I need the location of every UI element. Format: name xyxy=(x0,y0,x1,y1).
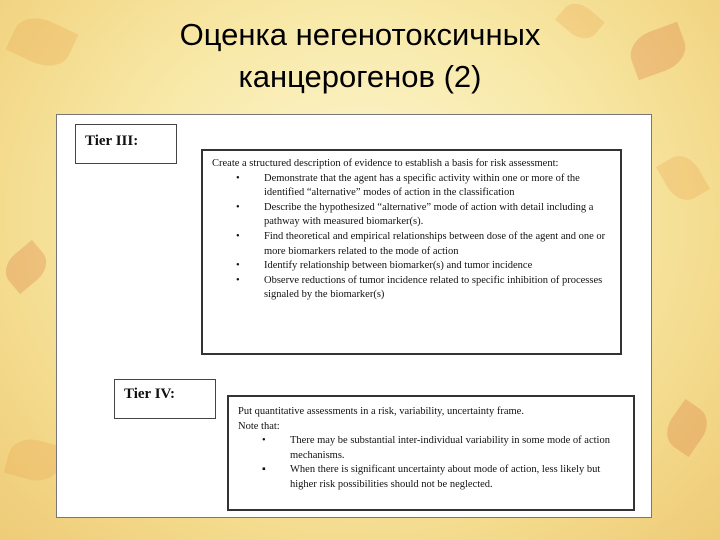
tier-3-label: Tier III: xyxy=(75,124,177,164)
bullet-icon: • xyxy=(236,230,240,242)
bullet-icon: • xyxy=(236,172,240,184)
tier-4-description-box xyxy=(227,395,635,511)
tier-4-note: Note that: xyxy=(238,420,280,432)
tier-3-description-box xyxy=(201,149,622,355)
slide-title-line-1: Оценка негенотоксичных xyxy=(179,17,541,52)
leaf-decoration xyxy=(659,399,715,457)
leaf-decoration xyxy=(656,149,710,207)
list-item: • Observe reductions of tumor incidence related to specific inhibition of processes signaled by the biomarker(s) xyxy=(236,274,603,301)
list-item: • Demonstrate that the agent has a specific activity within one or more of the identified “alternative” modes of action in the classification xyxy=(236,172,580,199)
tier-3-list xyxy=(212,172,612,303)
tier-4-label: Tier IV: xyxy=(114,379,216,419)
bullet-icon: • xyxy=(236,201,240,213)
list-item: • Identify relationship between biomarker(s) and tumor incidence xyxy=(212,259,612,274)
figure-panel xyxy=(56,114,652,518)
list-item: • Describe the hypothesized “alternative” mode of action with detail including a pathway with measured biomarker(s). xyxy=(236,201,594,228)
slide-title-line-2: канцерогенов (2) xyxy=(238,59,482,94)
list-item: • Find theoretical and empirical relationships between dose of the agent and one or more biomarkers related to the mode of action xyxy=(236,230,606,257)
list-item: • There may be substantial inter-individual variability in some mode of action mechanisms. xyxy=(262,435,610,461)
bullet-icon: • xyxy=(236,260,240,272)
bullet-icon: • xyxy=(262,435,266,447)
slide-title xyxy=(0,14,720,98)
tier-4-intro: Put quantitative assessments in a risk, variability, uncertainty frame. xyxy=(238,406,524,417)
square-bullet-icon: ▪ xyxy=(262,464,266,476)
tier-3-intro: Create a structured description of evidence to establish a basis for risk assessment: xyxy=(212,158,559,169)
list-item: ▪ When there is significant uncertainty about mode of action, less likely but higher risk possibilities should not be neglected. xyxy=(262,464,601,490)
bullet-icon: • xyxy=(236,274,240,286)
tier-4-list xyxy=(238,434,625,492)
leaf-decoration xyxy=(0,240,54,294)
